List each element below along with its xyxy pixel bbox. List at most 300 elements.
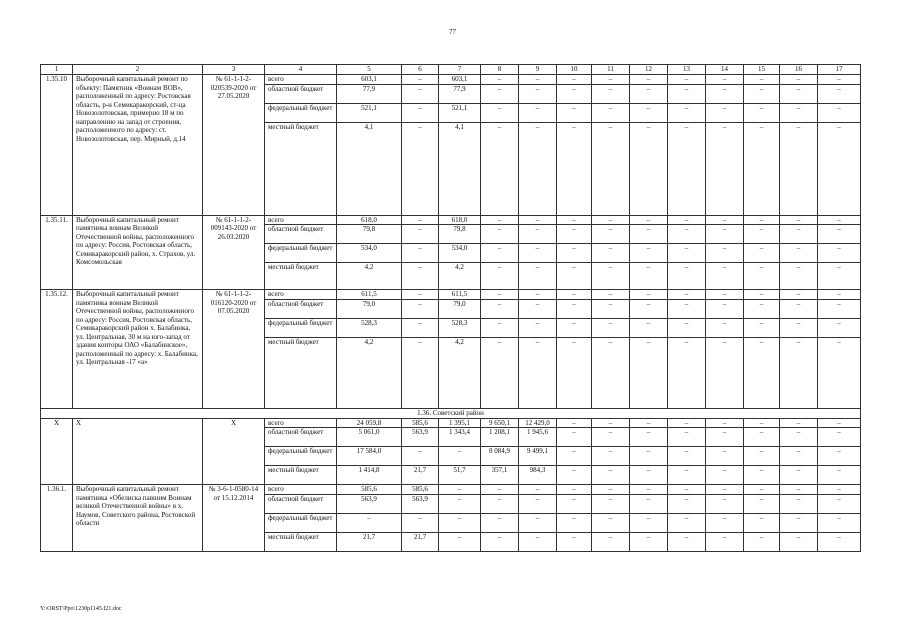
value-cell: – bbox=[592, 513, 630, 532]
table-row bbox=[41, 485, 861, 495]
header-cell: 17 bbox=[818, 65, 861, 75]
funding-source: всего bbox=[265, 485, 337, 495]
value-cell: – bbox=[481, 103, 519, 122]
value-cell: – bbox=[402, 215, 439, 225]
value-cell: – bbox=[780, 299, 818, 318]
value-cell: – bbox=[592, 225, 630, 244]
value-cell: – bbox=[706, 532, 744, 551]
value-cell: – bbox=[557, 225, 592, 244]
value-cell: 1 395,1 bbox=[439, 418, 481, 428]
value-cell: – bbox=[519, 485, 557, 495]
value-cell: – bbox=[592, 290, 630, 300]
value-cell: – bbox=[668, 299, 706, 318]
value-cell: – bbox=[557, 263, 592, 290]
value-cell: – bbox=[818, 466, 861, 485]
value-cell: – bbox=[744, 290, 780, 300]
value-cell: – bbox=[402, 318, 439, 337]
value-cell: – bbox=[744, 466, 780, 485]
item-number: 1.36.1. bbox=[41, 485, 73, 552]
value-cell: – bbox=[780, 290, 818, 300]
value-cell: – bbox=[630, 290, 668, 300]
header-cell: 2 bbox=[73, 65, 203, 75]
header-cell: 14 bbox=[706, 65, 744, 75]
value-cell: 357,1 bbox=[481, 466, 519, 485]
value-cell: – bbox=[818, 263, 861, 290]
value-cell: – bbox=[744, 215, 780, 225]
value-cell: – bbox=[744, 337, 780, 408]
value-cell: – bbox=[519, 494, 557, 513]
value-cell: – bbox=[780, 244, 818, 263]
value-cell: – bbox=[630, 225, 668, 244]
value-cell: – bbox=[818, 485, 861, 495]
value-cell: – bbox=[668, 318, 706, 337]
value-cell: – bbox=[706, 290, 744, 300]
value-cell: – bbox=[744, 447, 780, 466]
value-cell: 603,1 bbox=[439, 75, 481, 85]
value-cell: 534,0 bbox=[337, 244, 402, 263]
item-document: Х bbox=[203, 418, 265, 485]
value-cell: – bbox=[630, 532, 668, 551]
value-cell: – bbox=[557, 428, 592, 447]
header-cell: 12 bbox=[630, 65, 668, 75]
value-cell: – bbox=[481, 225, 519, 244]
value-cell: – bbox=[668, 122, 706, 215]
value-cell: – bbox=[481, 290, 519, 300]
value-cell: – bbox=[337, 513, 402, 532]
value-cell: 8 084,9 bbox=[481, 447, 519, 466]
value-cell: – bbox=[818, 447, 861, 466]
value-cell: – bbox=[402, 75, 439, 85]
value-cell: – bbox=[630, 299, 668, 318]
value-cell: – bbox=[439, 513, 481, 532]
value-cell: – bbox=[630, 485, 668, 495]
value-cell: 611,5 bbox=[337, 290, 402, 300]
header-cell: 11 bbox=[592, 65, 630, 75]
value-cell: – bbox=[780, 84, 818, 103]
value-cell: – bbox=[557, 485, 592, 495]
value-cell: 521,1 bbox=[439, 103, 481, 122]
value-cell: – bbox=[630, 75, 668, 85]
value-cell: – bbox=[557, 466, 592, 485]
value-cell: 1 414,8 bbox=[337, 466, 402, 485]
value-cell: – bbox=[744, 263, 780, 290]
value-cell: – bbox=[630, 466, 668, 485]
value-cell: 77,9 bbox=[337, 84, 402, 103]
value-cell: – bbox=[630, 244, 668, 263]
value-cell: – bbox=[668, 485, 706, 495]
value-cell: – bbox=[592, 103, 630, 122]
value-cell: – bbox=[818, 84, 861, 103]
value-cell: – bbox=[818, 532, 861, 551]
value-cell: – bbox=[744, 485, 780, 495]
value-cell: – bbox=[706, 485, 744, 495]
value-cell: – bbox=[402, 263, 439, 290]
header-cell: 7 bbox=[439, 65, 481, 75]
item-document: № 3-6-1-0580-14 от 15.12.2014 bbox=[203, 485, 265, 552]
header-cell: 1 bbox=[41, 65, 73, 75]
item-number: Х bbox=[41, 418, 73, 485]
value-cell: – bbox=[706, 84, 744, 103]
value-cell: – bbox=[630, 215, 668, 225]
value-cell: 1 945,6 bbox=[519, 428, 557, 447]
value-cell: – bbox=[519, 532, 557, 551]
value-cell: – bbox=[630, 418, 668, 428]
value-cell: – bbox=[780, 513, 818, 532]
table-row bbox=[41, 215, 861, 225]
value-cell: – bbox=[668, 418, 706, 428]
value-cell: – bbox=[744, 75, 780, 85]
header-cell: 13 bbox=[668, 65, 706, 75]
value-cell: – bbox=[818, 75, 861, 85]
value-cell: – bbox=[519, 225, 557, 244]
value-cell: 4,2 bbox=[439, 337, 481, 408]
item-name: Выборочный капитальный ремонт памятника воинам Великой Отечественной войны, расположенного по адресу: Россия, Ростовская область, Семикаракорский район, х. Страхов, ул. Комсомольская bbox=[73, 215, 203, 290]
value-cell: 21,7 bbox=[402, 466, 439, 485]
value-cell: – bbox=[780, 103, 818, 122]
value-cell: – bbox=[706, 428, 744, 447]
value-cell: – bbox=[780, 263, 818, 290]
table-row bbox=[41, 290, 861, 300]
value-cell: 563,9 bbox=[402, 428, 439, 447]
value-cell: – bbox=[592, 532, 630, 551]
value-cell: – bbox=[744, 418, 780, 428]
value-cell: – bbox=[402, 244, 439, 263]
value-cell: – bbox=[402, 103, 439, 122]
item-name: Выборочный капитальный ремонт по объекту: Памятник «Воинам ВОВ», расположенный по адресу: Ростовская область, р-н Семикаракорский, ст-ца Новозолотовская, примерно 18 м по направлению на запад от строения, расположенного по адресу: ст. Новозолотовская, пер. Мирный, д.14 bbox=[73, 75, 203, 216]
value-cell: – bbox=[481, 494, 519, 513]
value-cell: – bbox=[706, 75, 744, 85]
table-row bbox=[41, 75, 861, 85]
value-cell: – bbox=[668, 494, 706, 513]
funding-source: федеральный бюджет bbox=[265, 318, 337, 337]
value-cell: – bbox=[592, 75, 630, 85]
value-cell: – bbox=[519, 263, 557, 290]
value-cell: – bbox=[481, 244, 519, 263]
funding-source: всего bbox=[265, 75, 337, 85]
value-cell: – bbox=[592, 299, 630, 318]
value-cell: – bbox=[557, 244, 592, 263]
value-cell: – bbox=[557, 122, 592, 215]
value-cell: – bbox=[557, 513, 592, 532]
value-cell: – bbox=[780, 122, 818, 215]
value-cell: – bbox=[402, 337, 439, 408]
funding-source: местный бюджет bbox=[265, 263, 337, 290]
value-cell: – bbox=[818, 337, 861, 408]
value-cell: – bbox=[630, 428, 668, 447]
value-cell: – bbox=[592, 318, 630, 337]
value-cell: – bbox=[519, 299, 557, 318]
value-cell: – bbox=[402, 122, 439, 215]
value-cell: – bbox=[592, 418, 630, 428]
value-cell: – bbox=[630, 263, 668, 290]
funding-source: местный бюджет bbox=[265, 532, 337, 551]
header-cell: 3 bbox=[203, 65, 265, 75]
item-document: № 61-1-1-2-020539-2020 от 27.05.2020 bbox=[203, 75, 265, 216]
value-cell: 618,0 bbox=[439, 215, 481, 225]
value-cell: – bbox=[780, 447, 818, 466]
value-cell: – bbox=[557, 299, 592, 318]
value-cell: 9 499,1 bbox=[519, 447, 557, 466]
value-cell: – bbox=[668, 513, 706, 532]
header-cell: 16 bbox=[780, 65, 818, 75]
value-cell: 585,6 bbox=[402, 485, 439, 495]
value-cell: – bbox=[630, 318, 668, 337]
funding-source: областной бюджет bbox=[265, 299, 337, 318]
header-cell: 15 bbox=[744, 65, 780, 75]
value-cell: – bbox=[818, 215, 861, 225]
value-cell: – bbox=[557, 447, 592, 466]
value-cell: – bbox=[630, 447, 668, 466]
header-cell: 4 bbox=[265, 65, 337, 75]
value-cell: – bbox=[402, 290, 439, 300]
value-cell: – bbox=[668, 244, 706, 263]
value-cell: – bbox=[630, 513, 668, 532]
value-cell: – bbox=[519, 244, 557, 263]
value-cell: – bbox=[630, 337, 668, 408]
funding-source: федеральный бюджет bbox=[265, 513, 337, 532]
value-cell: 21,7 bbox=[402, 532, 439, 551]
value-cell: – bbox=[668, 225, 706, 244]
value-cell: 521,1 bbox=[337, 103, 402, 122]
value-cell: – bbox=[630, 122, 668, 215]
value-cell: 618,0 bbox=[337, 215, 402, 225]
value-cell: – bbox=[706, 337, 744, 408]
header-cell: 5 bbox=[337, 65, 402, 75]
value-cell: – bbox=[668, 290, 706, 300]
value-cell: – bbox=[818, 290, 861, 300]
section-title: 1.36. Советский район bbox=[41, 408, 861, 418]
funding-source: областной бюджет bbox=[265, 225, 337, 244]
value-cell: – bbox=[706, 263, 744, 290]
value-cell: – bbox=[630, 494, 668, 513]
value-cell: 12 429,0 bbox=[519, 418, 557, 428]
value-cell: 21,7 bbox=[337, 532, 402, 551]
value-cell: – bbox=[706, 225, 744, 244]
value-cell: – bbox=[668, 466, 706, 485]
value-cell: – bbox=[557, 318, 592, 337]
value-cell: – bbox=[706, 494, 744, 513]
value-cell: 4,2 bbox=[337, 263, 402, 290]
funding-source: федеральный бюджет bbox=[265, 103, 337, 122]
value-cell: – bbox=[402, 513, 439, 532]
value-cell: – bbox=[592, 466, 630, 485]
value-cell: – bbox=[780, 428, 818, 447]
value-cell: – bbox=[557, 337, 592, 408]
item-name: Выборочный капитальный ремонт памятника «Обелиска павшим Воинам великой Отечественной войны» в х. Наумов, Советского района, Ростовской области bbox=[73, 485, 203, 552]
value-cell: – bbox=[744, 103, 780, 122]
value-cell: – bbox=[706, 103, 744, 122]
value-cell: – bbox=[818, 494, 861, 513]
item-name: Выборочный капитальный ремонт памятника воинам Великой Отечественной войны, расположенного по адресу: Россия, Ростовская область, Семикаракорский район х. Балабинка, ул. Центральная, 30 м на юго-запад от здания конторы ОАО «Балабинское», расположенный по адресу: х. Балабинка, ул. Центральная -17 «а» bbox=[73, 290, 203, 409]
value-cell: – bbox=[557, 84, 592, 103]
value-cell: – bbox=[706, 244, 744, 263]
header-cell: 9 bbox=[519, 65, 557, 75]
funding-source: местный бюджет bbox=[265, 337, 337, 408]
value-cell: – bbox=[481, 532, 519, 551]
value-cell: – bbox=[706, 299, 744, 318]
value-cell: 79,0 bbox=[439, 299, 481, 318]
header-cell: 6 bbox=[402, 65, 439, 75]
value-cell: – bbox=[519, 103, 557, 122]
value-cell: 528,3 bbox=[337, 318, 402, 337]
value-cell: – bbox=[744, 225, 780, 244]
value-cell: – bbox=[668, 532, 706, 551]
value-cell: – bbox=[519, 337, 557, 408]
value-cell: – bbox=[780, 337, 818, 408]
value-cell: – bbox=[744, 494, 780, 513]
budget-table bbox=[40, 64, 861, 552]
value-cell: – bbox=[439, 532, 481, 551]
value-cell: – bbox=[481, 215, 519, 225]
header-cell: 8 bbox=[481, 65, 519, 75]
value-cell: – bbox=[780, 75, 818, 85]
value-cell: 79,8 bbox=[337, 225, 402, 244]
value-cell: – bbox=[668, 337, 706, 408]
value-cell: – bbox=[402, 299, 439, 318]
value-cell: – bbox=[780, 466, 818, 485]
value-cell: – bbox=[592, 428, 630, 447]
value-cell: 79,0 bbox=[337, 299, 402, 318]
funding-source: местный бюджет bbox=[265, 122, 337, 215]
value-cell: 9 650,1 bbox=[481, 418, 519, 428]
value-cell: 563,9 bbox=[402, 494, 439, 513]
value-cell: 611,5 bbox=[439, 290, 481, 300]
value-cell: 24 059,8 bbox=[337, 418, 402, 428]
funding-source: местный бюджет bbox=[265, 466, 337, 485]
value-cell: – bbox=[519, 75, 557, 85]
value-cell: – bbox=[557, 494, 592, 513]
value-cell: – bbox=[706, 418, 744, 428]
value-cell: – bbox=[706, 447, 744, 466]
item-document: № 61-1-1-2-009143-2020 от 26.03.2020 bbox=[203, 215, 265, 290]
item-document: № 61-1-1-2-016120-2020 от 07.05.2020 bbox=[203, 290, 265, 409]
value-cell: – bbox=[706, 215, 744, 225]
value-cell: – bbox=[630, 84, 668, 103]
value-cell: – bbox=[481, 299, 519, 318]
value-cell: – bbox=[557, 75, 592, 85]
value-cell: – bbox=[668, 263, 706, 290]
value-cell: – bbox=[592, 485, 630, 495]
value-cell: – bbox=[592, 84, 630, 103]
value-cell: – bbox=[592, 494, 630, 513]
value-cell: – bbox=[519, 318, 557, 337]
value-cell: – bbox=[706, 466, 744, 485]
value-cell: – bbox=[780, 494, 818, 513]
value-cell: – bbox=[402, 225, 439, 244]
value-cell: – bbox=[519, 215, 557, 225]
value-cell: 1 343,4 bbox=[439, 428, 481, 447]
value-cell: – bbox=[439, 447, 481, 466]
value-cell: 563,9 bbox=[337, 494, 402, 513]
value-cell: – bbox=[706, 318, 744, 337]
value-cell: 4,2 bbox=[337, 337, 402, 408]
value-cell: 534,0 bbox=[439, 244, 481, 263]
value-cell: – bbox=[592, 263, 630, 290]
value-cell: – bbox=[780, 485, 818, 495]
value-cell: – bbox=[592, 337, 630, 408]
value-cell: – bbox=[744, 244, 780, 263]
value-cell: – bbox=[668, 215, 706, 225]
value-cell: – bbox=[519, 290, 557, 300]
value-cell: 585,6 bbox=[402, 418, 439, 428]
value-cell: – bbox=[519, 84, 557, 103]
value-cell: – bbox=[744, 513, 780, 532]
value-cell: – bbox=[744, 318, 780, 337]
value-cell: – bbox=[818, 244, 861, 263]
header-row bbox=[41, 65, 861, 75]
funding-source: областной бюджет bbox=[265, 84, 337, 103]
funding-source: федеральный бюджет bbox=[265, 447, 337, 466]
value-cell: – bbox=[818, 318, 861, 337]
value-cell: – bbox=[481, 513, 519, 532]
value-cell: – bbox=[592, 122, 630, 215]
funding-source: областной бюджет bbox=[265, 494, 337, 513]
page-number: 77 bbox=[449, 28, 456, 36]
value-cell: – bbox=[402, 447, 439, 466]
value-cell: – bbox=[557, 532, 592, 551]
value-cell: 51,7 bbox=[439, 466, 481, 485]
value-cell: – bbox=[780, 418, 818, 428]
value-cell: – bbox=[818, 513, 861, 532]
value-cell: – bbox=[481, 337, 519, 408]
value-cell: 4,1 bbox=[439, 122, 481, 215]
value-cell: 528,3 bbox=[439, 318, 481, 337]
item-number: 1.35.12. bbox=[41, 290, 73, 409]
value-cell: 984,3 bbox=[519, 466, 557, 485]
value-cell: – bbox=[557, 290, 592, 300]
value-cell: – bbox=[519, 122, 557, 215]
funding-source: всего bbox=[265, 290, 337, 300]
value-cell: – bbox=[706, 513, 744, 532]
value-cell: – bbox=[668, 447, 706, 466]
item-name: Х bbox=[73, 418, 203, 485]
value-cell: – bbox=[668, 428, 706, 447]
value-cell: 4,2 bbox=[439, 263, 481, 290]
header-cell: 10 bbox=[557, 65, 592, 75]
value-cell: – bbox=[668, 103, 706, 122]
value-cell: 79,8 bbox=[439, 225, 481, 244]
value-cell: – bbox=[668, 75, 706, 85]
value-cell: – bbox=[481, 318, 519, 337]
value-cell: – bbox=[818, 418, 861, 428]
value-cell: – bbox=[592, 447, 630, 466]
value-cell: – bbox=[744, 299, 780, 318]
value-cell: 17 584,0 bbox=[337, 447, 402, 466]
value-cell: – bbox=[481, 75, 519, 85]
value-cell: – bbox=[439, 494, 481, 513]
value-cell: 5 061,0 bbox=[337, 428, 402, 447]
value-cell: 77,9 bbox=[439, 84, 481, 103]
value-cell: – bbox=[818, 122, 861, 215]
value-cell: – bbox=[818, 225, 861, 244]
value-cell: – bbox=[744, 84, 780, 103]
section-row bbox=[41, 408, 861, 418]
value-cell: – bbox=[439, 485, 481, 495]
value-cell: – bbox=[780, 318, 818, 337]
value-cell: – bbox=[557, 215, 592, 225]
value-cell: – bbox=[780, 225, 818, 244]
value-cell: 1 208,1 bbox=[481, 428, 519, 447]
value-cell: – bbox=[519, 513, 557, 532]
value-cell: – bbox=[630, 103, 668, 122]
value-cell: – bbox=[402, 84, 439, 103]
value-cell: 4,1 bbox=[337, 122, 402, 215]
value-cell: – bbox=[818, 299, 861, 318]
funding-source: всего bbox=[265, 418, 337, 428]
table-row bbox=[41, 418, 861, 428]
table-body bbox=[41, 65, 861, 552]
value-cell: – bbox=[592, 244, 630, 263]
